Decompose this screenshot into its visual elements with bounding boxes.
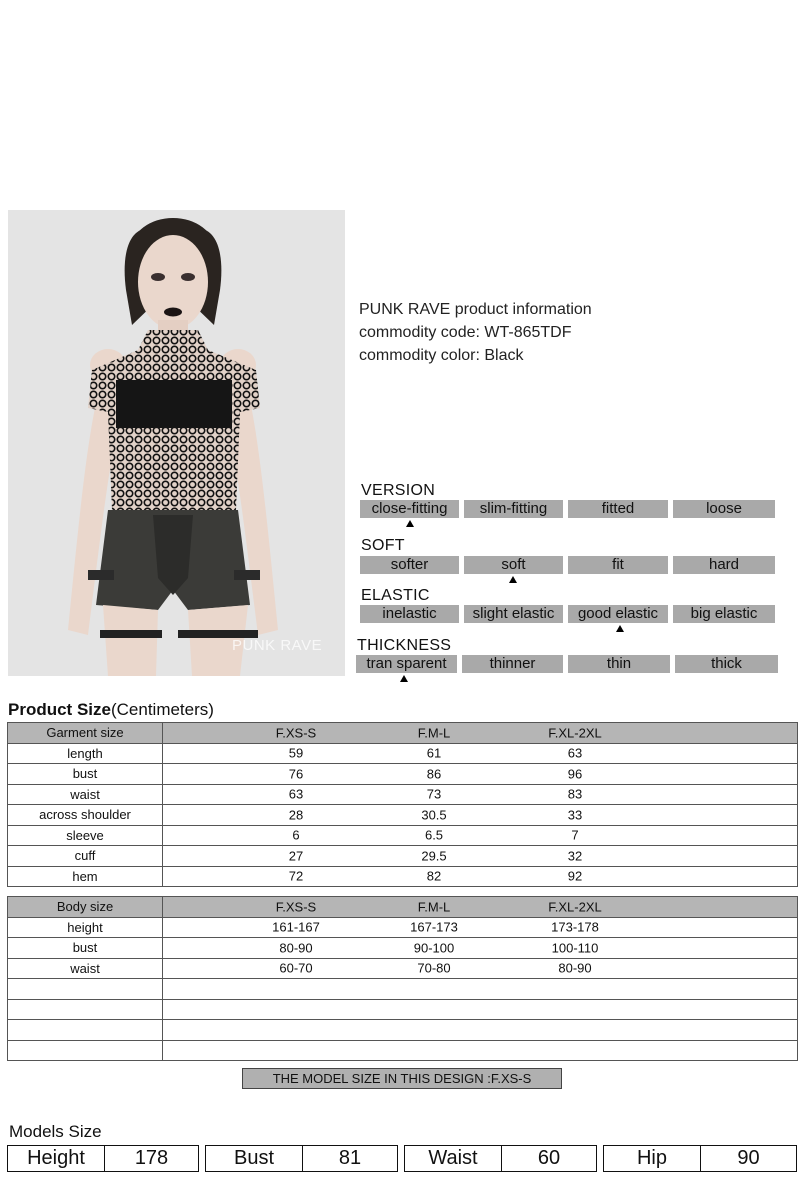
cell-value: 6.5 [424, 827, 444, 843]
row-label: waist [8, 784, 163, 805]
cell-value: 72 [288, 868, 304, 884]
thickness-option: thick [675, 655, 778, 673]
table-row-empty [8, 979, 798, 1000]
row-label: bust [8, 938, 163, 959]
cell-value: 27 [288, 848, 304, 864]
cell-value: 167-173 [410, 919, 458, 935]
row-label: height [8, 917, 163, 938]
table-header-row [8, 723, 798, 744]
model-measure-hip [603, 1145, 797, 1172]
cell-value: 63 [567, 745, 583, 761]
row-values [163, 825, 798, 846]
table-row [8, 917, 798, 938]
thickness-title: THICKNESS [357, 637, 452, 654]
soft-title: SOFT [361, 537, 405, 554]
table-row [8, 805, 798, 826]
cell-value: 28 [288, 807, 304, 823]
version-title: VERSION [361, 482, 436, 499]
cell-value: 30.5 [421, 807, 447, 823]
version-option: close-fitting [360, 500, 459, 518]
elastic-title: ELASTIC [361, 587, 430, 604]
thickness-option: thinner [462, 655, 563, 673]
info-line-color: commodity color: Black [359, 347, 524, 364]
header-cell: F.XS-S [275, 725, 317, 741]
soft-option: softer [360, 556, 459, 574]
row-values [163, 805, 798, 826]
model-measure-waist [404, 1145, 597, 1172]
measure-value: 81 [338, 1147, 362, 1169]
cell-value: 70-80 [417, 960, 451, 976]
measure-label: Bust [206, 1146, 303, 1171]
models-size-title: Models Size [9, 1122, 102, 1141]
row-label [8, 1020, 163, 1041]
row-label: hem [8, 866, 163, 887]
row-label [8, 979, 163, 1000]
elastic-marker [616, 625, 624, 632]
cell-value: 80-90 [558, 960, 592, 976]
row-values [163, 938, 798, 959]
cell-value: 61 [426, 745, 442, 761]
cell-value: 63 [288, 786, 304, 802]
row-values [163, 1040, 798, 1061]
thickness-option: thin [568, 655, 670, 673]
version-scale [360, 500, 780, 518]
garment-size-table [7, 722, 798, 887]
cell-value: 100-110 [551, 940, 599, 956]
row-values [163, 958, 798, 979]
table-row [8, 938, 798, 959]
thickness-scale [356, 655, 783, 673]
table-row [8, 743, 798, 764]
cell-value: 33 [567, 807, 583, 823]
row-values [163, 917, 798, 938]
cell-value: 86 [426, 766, 442, 782]
table-row [8, 866, 798, 887]
cell-value: 96 [567, 766, 583, 782]
product-size-heading [8, 700, 214, 720]
table-row-empty [8, 1020, 798, 1041]
cell-value: 60-70 [279, 960, 313, 976]
row-label: waist [8, 958, 163, 979]
header-values [163, 897, 798, 918]
cell-value: 92 [567, 868, 583, 884]
cell-value: 82 [426, 868, 442, 884]
table-row [8, 784, 798, 805]
table-row [8, 958, 798, 979]
measure-label: Height [8, 1146, 105, 1171]
row-label: cuff [8, 846, 163, 867]
row-values [163, 999, 798, 1020]
elastic-option: good elastic [568, 605, 668, 623]
elastic-scale [360, 605, 780, 623]
soft-marker [509, 576, 517, 583]
cell-value: 161-167 [272, 919, 320, 935]
watermark: PUNK RAVE [232, 637, 323, 654]
row-values [163, 1020, 798, 1041]
soft-option: fit [568, 556, 668, 574]
version-option: loose [673, 500, 775, 518]
header-cell: F.M-L [417, 725, 451, 741]
table-row-empty [8, 999, 798, 1020]
cell-value: 173-178 [551, 919, 599, 935]
row-label: across shoulder [8, 805, 163, 826]
row-values [163, 764, 798, 785]
table-row [8, 846, 798, 867]
body-size-table [7, 896, 798, 1061]
model-size-banner: THE MODEL SIZE IN THIS DESIGN :F.XS-S [242, 1068, 562, 1089]
row-values [163, 846, 798, 867]
cell-value: 73 [426, 786, 442, 802]
model-measure-bust [205, 1145, 398, 1172]
version-option: slim-fitting [464, 500, 563, 518]
cell-value: 83 [567, 786, 583, 802]
table-row [8, 764, 798, 785]
product-size-title: Product Size [8, 700, 111, 719]
row-label: bust [8, 764, 163, 785]
header-cell: F.M-L [417, 899, 451, 915]
header-values [163, 723, 798, 744]
measure-label: Waist [405, 1146, 502, 1171]
cell-value: 59 [288, 745, 304, 761]
cell-value: 80-90 [279, 940, 313, 956]
product-size-unit: (Centimeters) [110, 700, 214, 719]
header-cell: F.XS-S [275, 899, 317, 915]
model-illustration [8, 210, 345, 676]
row-label [8, 999, 163, 1020]
row-values [163, 784, 798, 805]
measure-value: 90 [737, 1147, 760, 1169]
product-photo [8, 210, 345, 676]
model-measure-height [7, 1145, 199, 1172]
version-option: fitted [568, 500, 668, 518]
table-row [8, 825, 798, 846]
row-values [163, 866, 798, 887]
cell-value: 90-100 [413, 940, 455, 956]
info-line-code: commodity code: WT-865TDF [359, 324, 572, 341]
soft-scale [360, 556, 780, 574]
elastic-option: inelastic [360, 605, 459, 623]
header-cell: Garment size [8, 723, 163, 744]
thickness-marker [400, 675, 408, 682]
cell-value: 76 [288, 766, 304, 782]
table-row-empty [8, 1040, 798, 1061]
header-cell: F.XL-2XL [548, 899, 602, 915]
header-cell: Body size [8, 897, 163, 918]
cell-value: 32 [567, 848, 583, 864]
soft-option: soft [464, 556, 563, 574]
elastic-option: big elastic [673, 605, 775, 623]
measure-value: 60 [537, 1147, 561, 1169]
cell-value: 29.5 [421, 848, 447, 864]
thickness-option: tran sparent [356, 655, 457, 673]
product-info [359, 298, 592, 367]
elastic-option: slight elastic [464, 605, 563, 623]
header-cell: F.XL-2XL [548, 725, 602, 741]
row-label [8, 1040, 163, 1061]
row-values [163, 743, 798, 764]
row-values [163, 979, 798, 1000]
cell-value: 6 [292, 827, 300, 843]
measure-value: 178 [134, 1147, 169, 1169]
measure-label: Hip [604, 1146, 701, 1171]
cell-value: 7 [571, 827, 579, 843]
soft-option: hard [673, 556, 775, 574]
row-label: sleeve [8, 825, 163, 846]
row-label: length [8, 743, 163, 764]
info-line-brand: PUNK RAVE product information [359, 301, 592, 318]
table-header-row [8, 897, 798, 918]
version-marker [406, 520, 414, 527]
